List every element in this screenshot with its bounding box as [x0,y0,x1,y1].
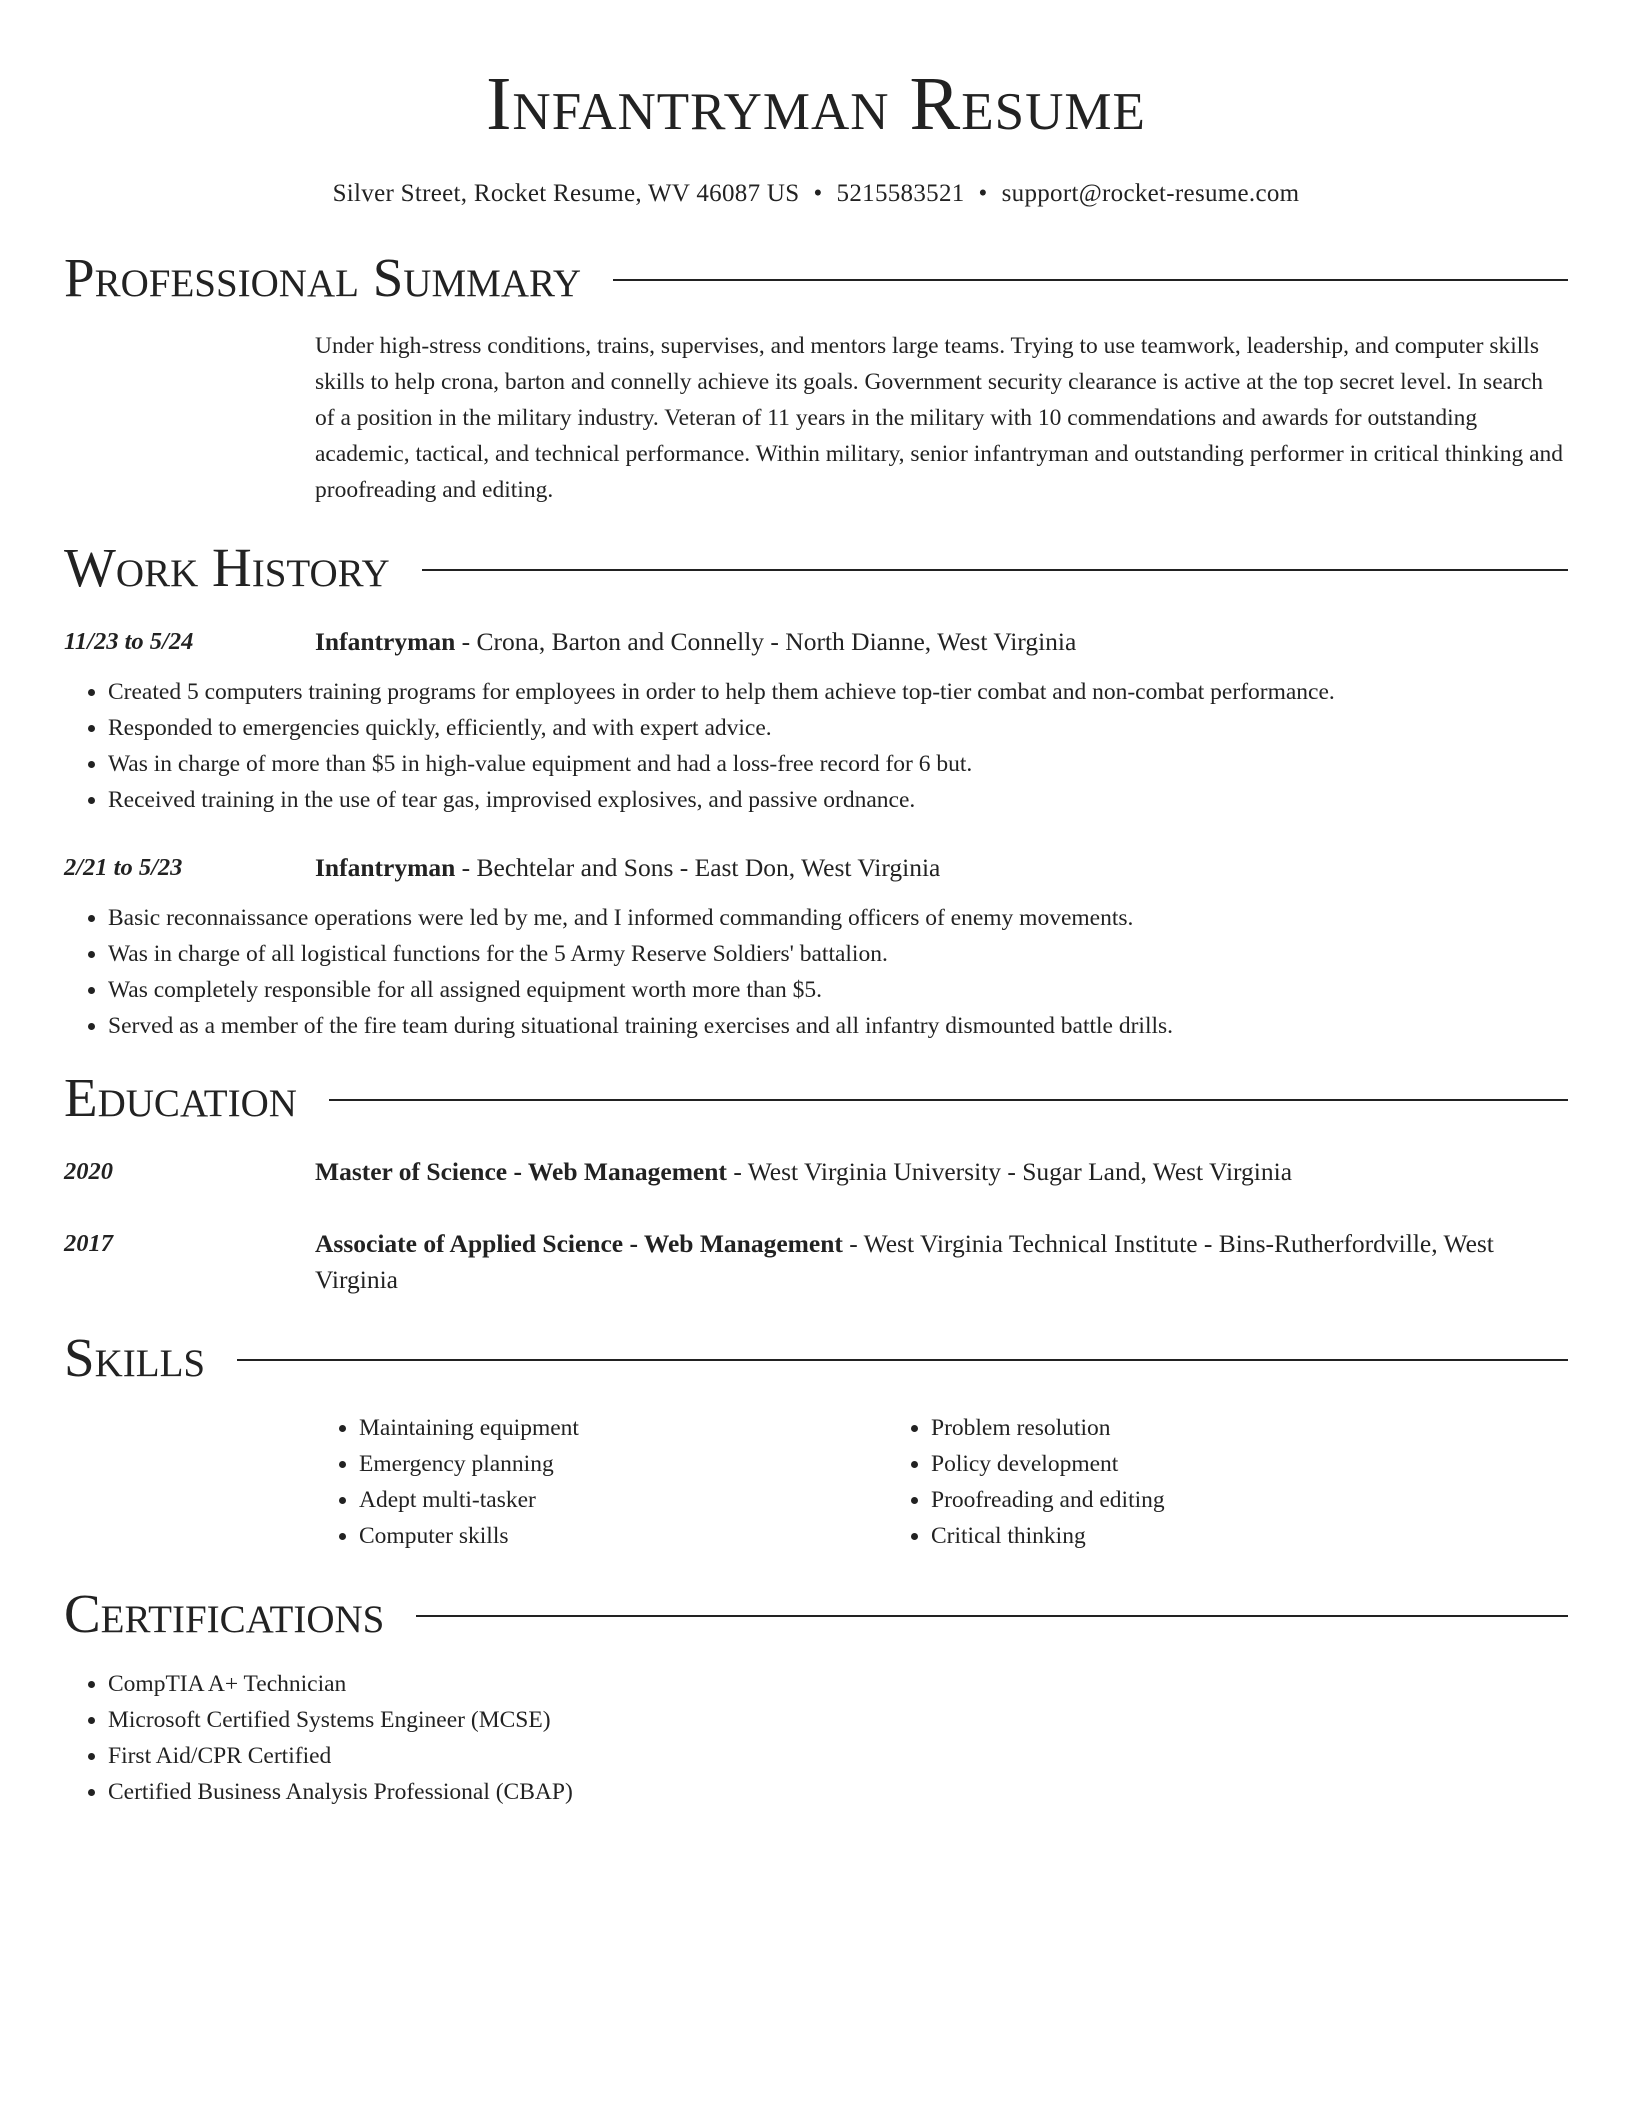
list-item: • CompTIA A+ Technician [108,1666,1568,1702]
contact-phone: 5215583521 [836,180,965,207]
contact-separator: • [813,180,823,207]
job-dates: 11/23 to 5/24 [64,628,194,655]
education-title: Education [64,1067,297,1128]
list-item: • Served as a member of the fire team during situational training exercises and all infantry dismounted battle drills. [108,1008,1568,1044]
list-item: • Received training in the use of tear gas, improvised explosives, and passive ordnance. [108,782,1568,818]
education-header [315,1226,1568,1298]
list-item: • Adept multi-tasker [359,1482,887,1518]
job-entry [64,624,1568,818]
education-degree: Master of Science - Web Management [315,1157,727,1186]
contact-address: Silver Street, Rocket Resume, WV 46087 US [332,180,800,207]
summary-title: Professional Summary [64,247,582,308]
work-history-section [64,538,1568,1044]
section-divider [613,279,1568,281]
list-item: • Was in charge of all logistical functions for the 5 Army Reserve Soldiers' battalion. [108,936,1568,972]
skills-heading [64,1328,1568,1388]
job-bullets [64,674,1568,818]
education-year: 2020 [64,1158,113,1185]
contact-email: support@rocket-resume.com [1001,180,1300,207]
list-item: • Problem resolution [931,1410,1459,1446]
section-divider [237,1359,1568,1361]
education-details: - West Virginia Technical Institute - Bins-Rutherfordville, West Virginia [315,1229,1494,1294]
education-entry [64,1226,1568,1298]
list-item: • Computer skills [359,1518,887,1554]
job-header [315,624,1568,660]
contact-separator: • [978,180,988,207]
list-item: • Responded to emergencies quickly, efficiently, and with expert advice. [108,710,1568,746]
contact-line [64,178,1568,210]
section-divider [416,1615,1568,1617]
work-history-heading [64,538,1568,598]
skills-section [64,1328,1568,1554]
job-header [315,850,1568,886]
job-role: Infantryman [315,853,456,882]
list-item: • Maintaining equipment [359,1410,887,1446]
skills-column-right [887,1410,1459,1554]
summary-section [64,248,1568,508]
list-item: • Critical thinking [931,1518,1459,1554]
education-heading [64,1068,1568,1128]
list-item: • Basic reconnaissance operations were led by me, and I informed commanding officers of enemy movements. [108,900,1568,936]
certifications-section [64,1584,1568,1810]
skills-grid [315,1410,1568,1554]
job-role: Infantryman [315,627,456,656]
list-item: • Was completely responsible for all assigned equipment worth more than $5. [108,972,1568,1008]
skills-column-left [315,1410,887,1554]
education-degree: Associate of Applied Science - Web Management [315,1229,843,1258]
certifications-heading [64,1584,1568,1644]
list-item: • Certified Business Analysis Professional (CBAP) [108,1774,1568,1810]
education-details: - West Virginia University - Sugar Land, West Virginia [726,1157,1293,1186]
list-item: • First Aid/CPR Certified [108,1738,1568,1774]
skills-title: Skills [64,1327,206,1388]
list-item: • Emergency planning [359,1446,887,1482]
education-entry [64,1154,1568,1190]
work-history-title: Work History [64,537,390,598]
list-item: • Created 5 computers training programs for employees in order to help them achieve top-tier combat and non-combat performance. [108,674,1568,710]
summary-heading [64,248,1568,308]
list-item: • Policy development [931,1446,1459,1482]
job-dates: 2/21 to 5/23 [64,854,183,881]
section-divider [422,569,1568,571]
list-item: • Proofreading and editing [931,1482,1459,1518]
summary-text: Under high-stress conditions, trains, supervises, and mentors large teams. Trying to use teamwork, leadership, and computer skills skills to help crona, barton and connelly achieve its goals. Government security clearance is active at the top secret level. In search of a position in the military industry. Veteran of 11 years in the military with 10 commendations and awards for outstanding academic, tactical, and technical performance. Within military, senior infantryman and outstanding performer in critical thinking and proofreading and editing. [315,333,1564,503]
job-details: - Crona, Barton and Connelly - North Dianne, West Virginia [455,627,1077,656]
education-header [315,1154,1568,1190]
certifications-list [64,1666,1568,1810]
job-details: - Bechtelar and Sons - East Don, West Virginia [455,853,941,882]
education-section [64,1068,1568,1298]
job-bullets [64,900,1568,1044]
section-divider [329,1099,1568,1101]
resume-title: Infantryman Resume [486,62,1146,146]
list-item: • Microsoft Certified Systems Engineer (MCSE) [108,1702,1568,1738]
certifications-title: Certifications [64,1583,385,1644]
education-year: 2017 [64,1230,113,1257]
job-entry [64,850,1568,1044]
list-item: • Was in charge of more than $5 in high-value equipment and had a loss-free record for 6 but. [108,746,1568,782]
